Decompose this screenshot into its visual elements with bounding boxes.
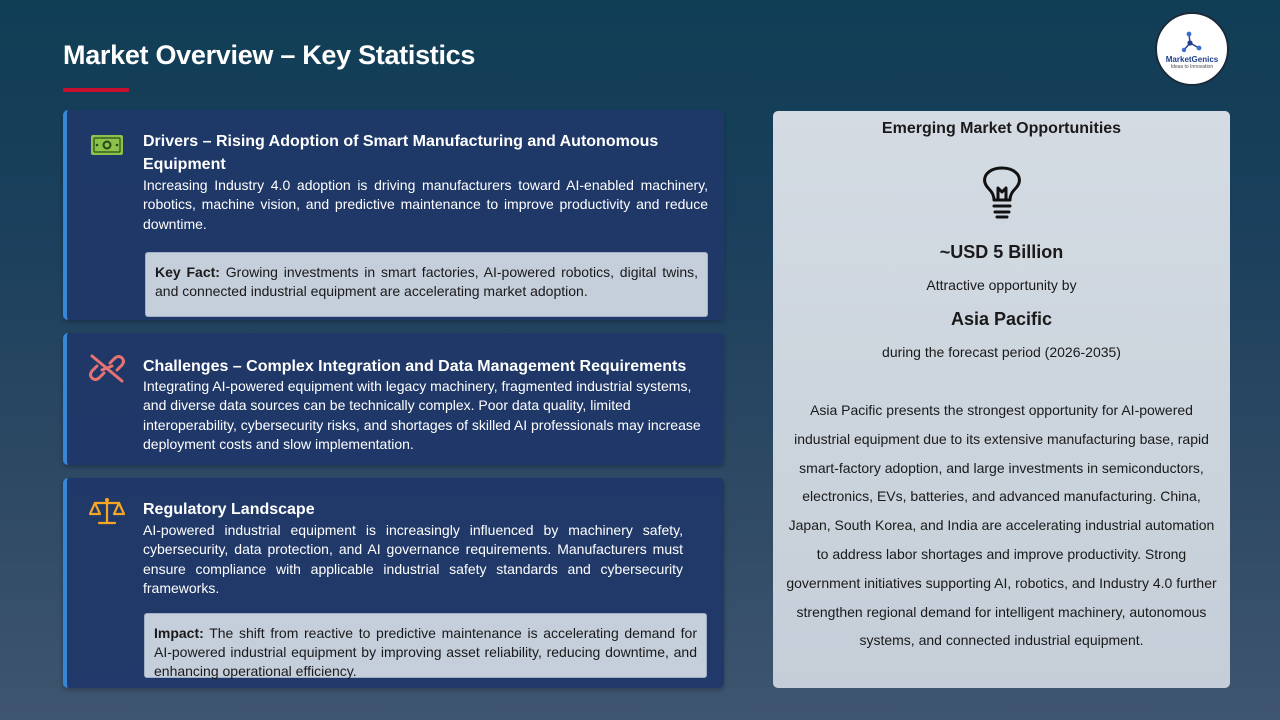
impact-label: Impact: <box>154 625 204 641</box>
regulatory-body: AI-powered industrial equipment is increasingly influenced by machinery safety, cybersecurity, data protection, and AI governance requirements. Manufacturers must ensure compliance with applicable industrial safety standards and cybersecurity frameworks. <box>143 522 683 596</box>
lightbulb-icon <box>979 166 1025 220</box>
opportunity-region: Asia Pacific <box>950 309 1053 329</box>
network-nodes-icon <box>1180 30 1204 54</box>
drivers-card <box>63 110 724 320</box>
challenges-body: Integrating AI-powered equipment with legacy machinery, fragmented industrial systems, and diverse data sources can be technically complex. Poor data quality, limited interoperability, cybersecurity risks, and shortages of skilled AI professionals may increase deployment costs and slow implementation. <box>143 378 701 452</box>
regulatory-card <box>63 478 724 688</box>
challenges-card <box>63 333 724 465</box>
scales-icon <box>89 496 125 526</box>
opportunity-title: Emerging Market Opportunities <box>881 120 1122 137</box>
broken-link-icon <box>89 353 125 383</box>
page-title: Market Overview – Key Statistics <box>63 40 476 70</box>
challenges-heading: Challenges – Complex Integration and Data Management Requirements <box>143 358 687 375</box>
impact-box <box>144 613 707 678</box>
drivers-heading: Drivers – Rising Adoption of Smart Manufacturing and Autonomous Equipment <box>143 133 659 173</box>
impact-text: The shift from reactive to predictive maintenance is accelerating demand for AI-powered industrial equipment by improving asset reliability, reducing downtime, and enhancing operational efficiency. <box>154 625 697 679</box>
opportunity-panel <box>773 111 1230 688</box>
opportunity-subtitle: Attractive opportunity by <box>926 277 1077 293</box>
money-bill-icon <box>89 130 125 160</box>
title-underline <box>63 88 129 92</box>
key-fact-box <box>145 252 708 317</box>
regulatory-heading: Regulatory Landscape <box>143 501 315 518</box>
opportunity-value: ~USD 5 Billion <box>939 242 1064 262</box>
logo-tagline: Ideas to Innovation <box>1170 64 1214 70</box>
key-fact-label: Key Fact: <box>155 264 220 280</box>
drivers-body: Increasing Industry 4.0 adoption is driving manufacturers toward AI-enabled machinery, robotics, machine vision, and predictive maintenance to improve productivity and reduce downtime. <box>143 177 708 232</box>
forecast-period: during the forecast period (2026-2035) <box>882 344 1121 360</box>
company-logo <box>1155 12 1229 86</box>
logo-name: MarketGenics <box>1165 55 1219 64</box>
key-fact-text: Growing investments in smart factories, AI-powered robotics, digital twins, and connected industrial equipment are accelerating market adoption. <box>155 264 698 299</box>
opportunity-description: Asia Pacific presents the strongest opportunity for AI-powered industrial equipment due to its extensive manufacturing base, rapid smart-factory adoption, and large investments in semiconductors, electronics, EVs, batteries, and advanced manufacturing. China, Japan, South Korea, and India are accelerating industrial automation to address labor shortages and improve productivity. Strong government initiatives supporting AI, robotics, and Industry 4.0 further strengthen regional demand for intelligent machinery, autonomous systems, and connected industrial equipment. <box>786 402 1217 649</box>
